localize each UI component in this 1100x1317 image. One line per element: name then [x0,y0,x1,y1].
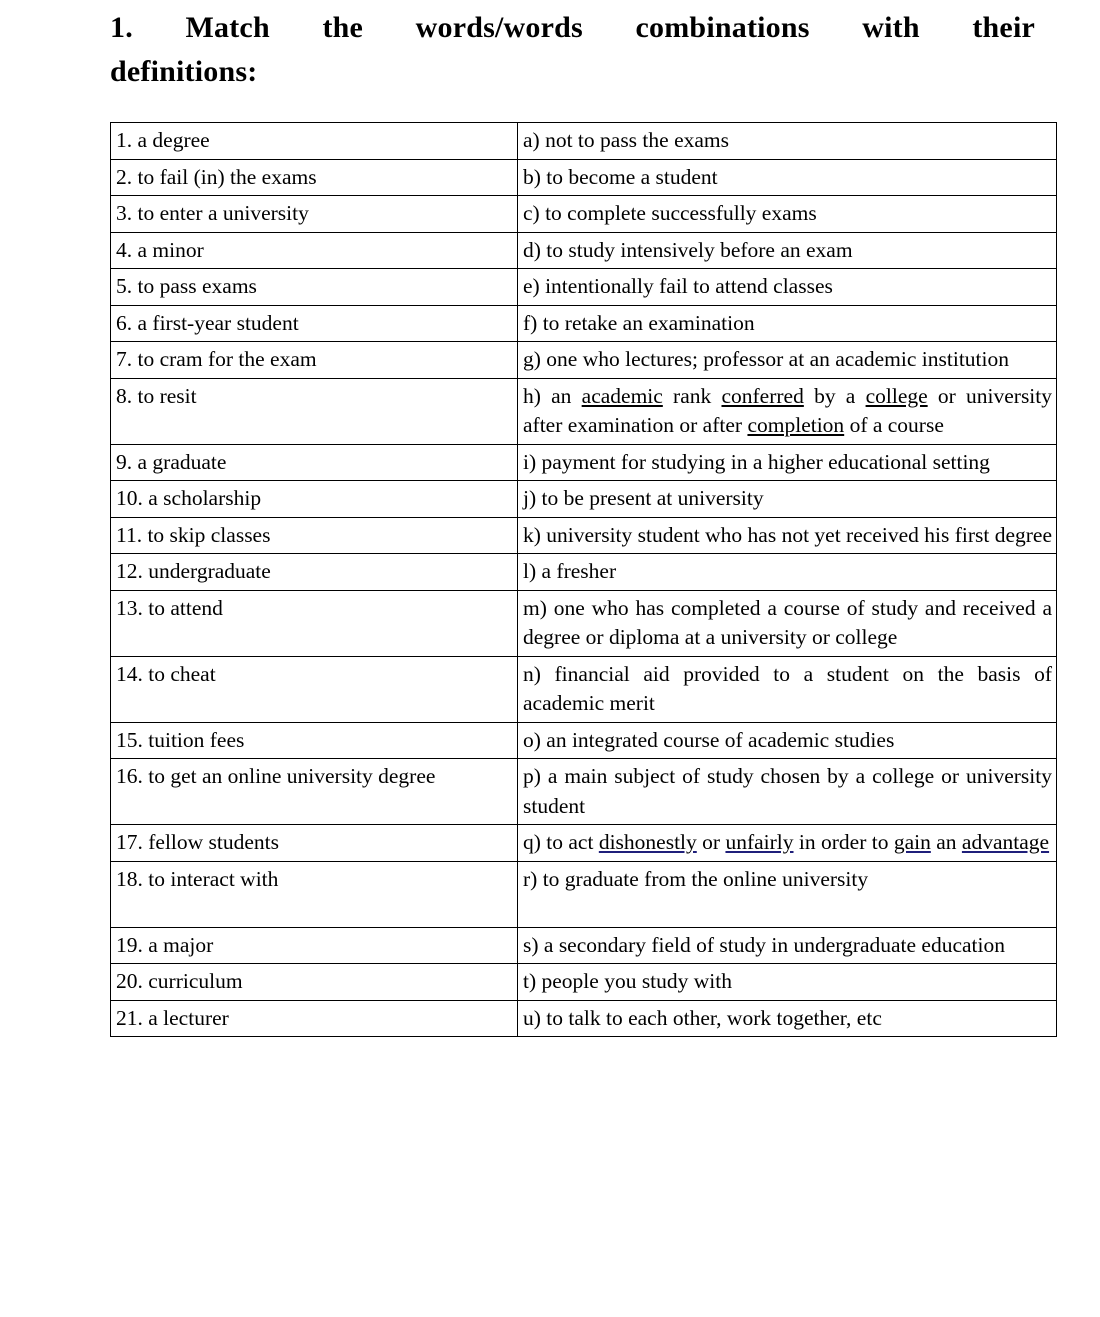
term-cell: 21. a lecturer [111,1000,518,1037]
page-title-line-1: 1. Match the words/words combinations with their [110,11,1035,44]
underlined-term: completion [747,413,845,437]
term-label: 18. to interact with [116,866,279,891]
table-row [111,269,1057,306]
table-row [111,861,1057,927]
defn-text-part: an [930,830,962,854]
underlined-term: conferred [721,383,804,408]
term-cell: 9. a graduate [111,444,518,481]
page-title-line-2: definitions: [110,55,258,88]
table-row [111,444,1057,481]
term-cell: 1. a degree [111,123,518,160]
definition-cell: t) people you study with [518,964,1057,1001]
definition-cell: k) university student who has not yet received his first degree [518,517,1057,554]
defn-text-part: or [696,830,726,854]
table-row [111,964,1057,1001]
term-cell: 17. fellow students [111,825,518,862]
matching-exercise-table [110,122,1057,1037]
definition-cell: c) to complete successfully exams [518,196,1057,233]
table-row [111,517,1057,554]
defn-text-part: q) to act [523,830,599,854]
page-title [110,6,1035,94]
term-cell: 10. a scholarship [111,481,518,518]
table-row [111,159,1057,196]
definition-cell [518,825,1057,862]
term-cell: 20. curriculum [111,964,518,1001]
underlined-term: advantage [961,830,1050,854]
spacer [523,894,1052,924]
term-cell [111,861,518,927]
definition-cell: j) to be present at university [518,481,1057,518]
definition-cell: e) intentionally fail to attend classes [518,269,1057,306]
defn-text-part: h) an [523,383,582,408]
term-cell: 8. to resit [111,378,518,444]
definition-cell: f) to retake an examination [518,305,1057,342]
definition-cell: b) to become a student [518,159,1057,196]
table-row [111,232,1057,269]
term-cell: 19. a major [111,927,518,964]
table-row [111,722,1057,759]
defn-text-part: or university after examination or after [523,383,1053,437]
definition-cell: d) to study intensively before an exam [518,232,1057,269]
defn-text-part: by a [803,383,866,408]
defn-text-part: rank [662,383,722,408]
table-row [111,656,1057,722]
definition-cell: g) one who lectures; professor at an academic institution [518,342,1057,379]
term-cell: 16. to get an online university degree [111,759,518,825]
underlined-term: unfairly [725,830,794,854]
table-row [111,305,1057,342]
term-cell: 2. to fail (in) the exams [111,159,518,196]
table-row [111,378,1057,444]
spacer [116,894,513,924]
table-row [111,825,1057,862]
term-cell: 13. to attend [111,590,518,656]
term-cell: 5. to pass exams [111,269,518,306]
underlined-term: academic [581,383,663,408]
table-row [111,927,1057,964]
definition-cell: m) one who has completed a course of study and received a degree or diploma at a university or college [518,590,1057,656]
definition-cell [518,378,1057,444]
term-cell: 14. to cheat [111,656,518,722]
table-row [111,123,1057,160]
definition-cell: n) financial aid provided to a student on the basis of academic merit [518,656,1057,722]
definition-cell: l) a fresher [518,554,1057,591]
table-row [111,481,1057,518]
table-row [111,590,1057,656]
definition-cell: o) an integrated course of academic studies [518,722,1057,759]
table-row [111,1000,1057,1037]
table-row [111,554,1057,591]
definition-cell: u) to talk to each other, work together, etc [518,1000,1057,1037]
term-cell: 11. to skip classes [111,517,518,554]
underlined-term: gain [893,830,931,854]
definition-cell: i) payment for studying in a higher educational setting [518,444,1057,481]
term-cell: 4. a minor [111,232,518,269]
term-cell: 12. undergraduate [111,554,518,591]
term-cell: 6. a first-year student [111,305,518,342]
defn-text-part: in order to [793,830,894,854]
term-cell: 3. to enter a university [111,196,518,233]
table-row [111,342,1057,379]
term-cell: 15. tuition fees [111,722,518,759]
definition-cell: a) not to pass the exams [518,123,1057,160]
table-row [111,759,1057,825]
definition-cell: s) a secondary field of study in undergraduate education [518,927,1057,964]
term-cell: 7. to cram for the exam [111,342,518,379]
definition-label: r) to graduate from the online university [523,866,869,891]
underlined-term: dishonestly [598,830,697,854]
definition-cell [518,861,1057,927]
defn-text-part: of a course [844,413,944,437]
underlined-term: college [865,383,928,408]
definition-cell: p) a main subject of study chosen by a college or university student [518,759,1057,825]
table-row [111,196,1057,233]
